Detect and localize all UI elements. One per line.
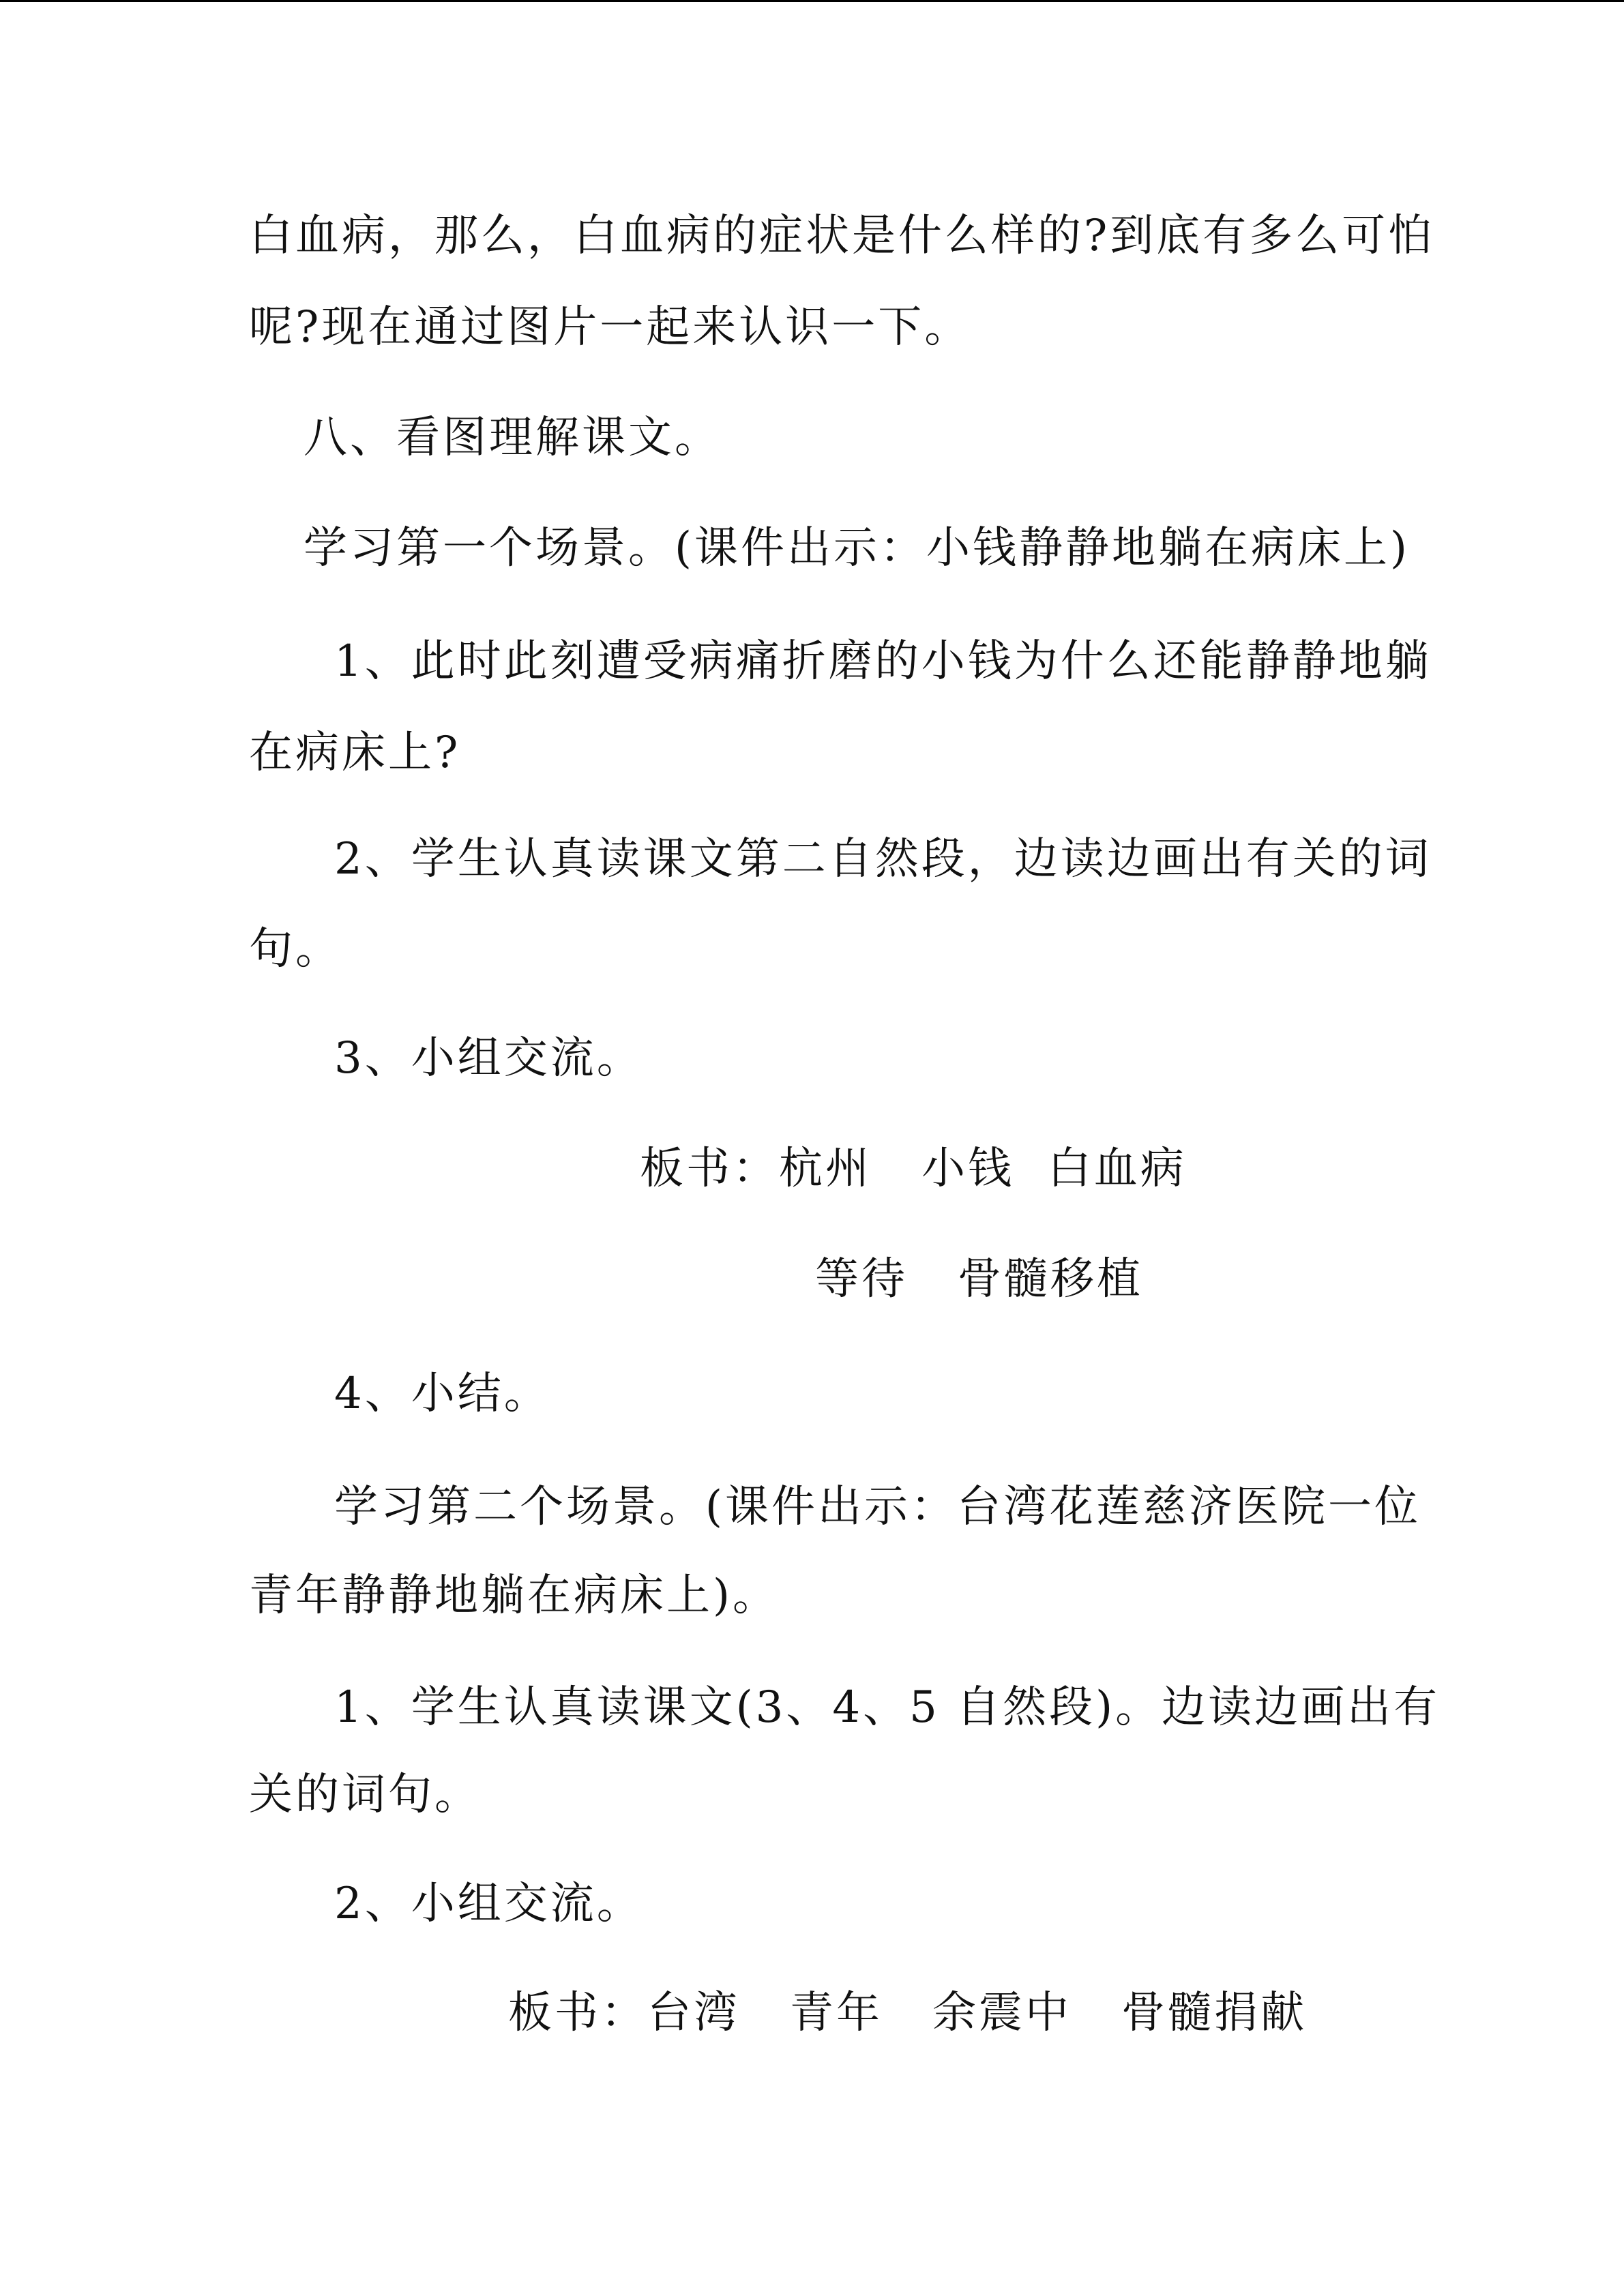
scene-two-item-1-line-1: 1、学生认真读课文(3、4、5 自然段)。边读边画出有 <box>334 1682 1441 1733</box>
section-heading-8: 八、看图理解课文。 <box>304 413 721 463</box>
scene-two-item-2: 2、小组交流。 <box>334 1879 643 1929</box>
scene-one-item-3: 3、小组交流。 <box>334 1033 643 1084</box>
scene-two-heading-line-1: 学习第二个场景。(课件出示：台湾花莲慈济医院一位 <box>334 1482 1421 1532</box>
scene-two-heading-line-2: 青年静静地躺在病床上)。 <box>249 1570 779 1621</box>
scene-one-item-1-line-2: 在病床上? <box>249 728 461 778</box>
page-top-border <box>0 0 1624 2</box>
scene-one-item-1-line-1: 1、此时此刻遭受病痛折磨的小钱为什么还能静静地躺 <box>334 636 1432 687</box>
scene-one-item-2-line-2: 句。 <box>249 924 342 974</box>
scene-one-heading: 学习第一个场景。(课件出示：小钱静静地躺在病床上) <box>304 523 1410 573</box>
scene-one-item-2-line-1: 2、学生认真读课文第二自然段，边读边画出有关的词 <box>334 834 1432 884</box>
blackboard-note-2: 板书：台湾 青年 余震中 骨髓捐献 <box>508 1988 1308 2038</box>
blackboard-note-1-line-1: 板书：杭州 小钱 白血病 <box>640 1144 1187 1194</box>
paragraph-line-2: 呢?现在通过图片一起来认识一下。 <box>249 302 971 353</box>
scene-two-item-1-line-2: 关的词句。 <box>249 1770 481 1820</box>
blackboard-note-1-line-2: 等待 骨髓移植 <box>815 1254 1144 1304</box>
paragraph-line-1: 白血病，那么，白血病的症状是什么样的?到底有多么可怕 <box>249 211 1435 261</box>
scene-one-item-4: 4、小结。 <box>334 1369 550 1419</box>
